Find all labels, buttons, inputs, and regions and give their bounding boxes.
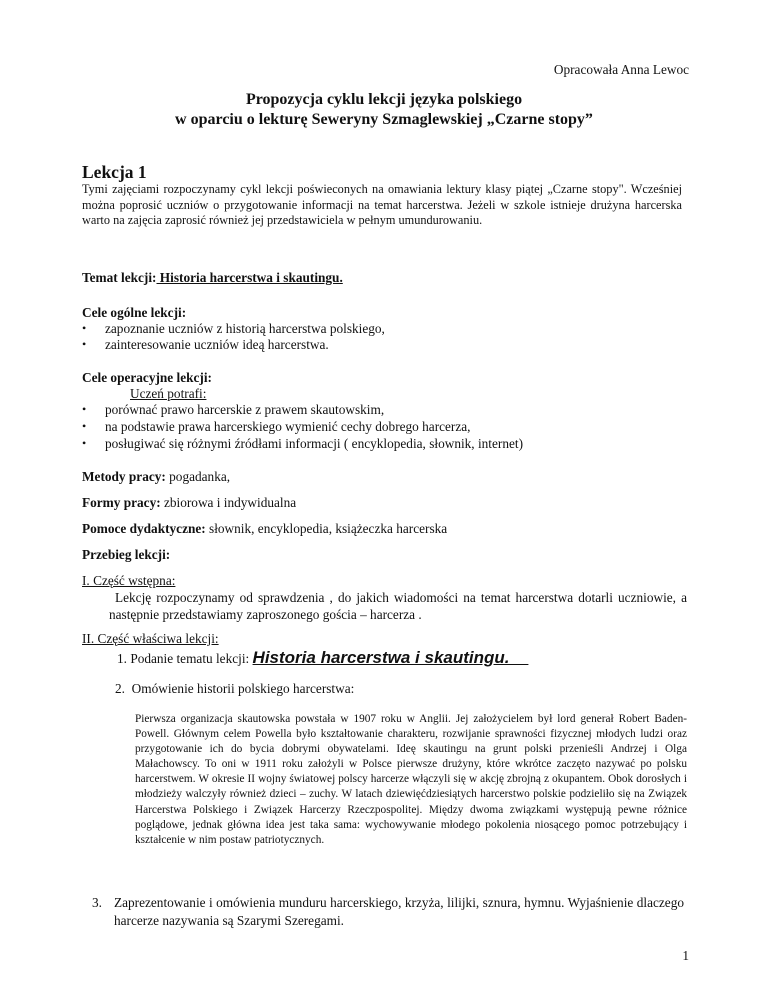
aids-line: Pomoce dydaktyczne: słownik, encyklopedia, książeczka harcerska — [82, 521, 448, 536]
part2-item2-heading: 2. Omówienie historii polskiego harcerstwa: — [115, 681, 355, 696]
part1-text: Lekcję rozpoczynamy od sprawdzenia , do jakich wiadomości na temat harcerstwa dotarli uczniowie, a następnie przedstawiamy zaproszonego gościa – harcerza . — [109, 590, 687, 622]
bullet-icon: • — [82, 436, 87, 450]
part2-heading: II. Część właściwa lekcji: — [82, 631, 219, 646]
topic-label: Temat lekcji: — [82, 270, 157, 285]
general-goals-heading: Cele ogólne lekcji: — [82, 305, 187, 320]
methods-line: Metody pracy: pogadanka, — [82, 469, 231, 484]
part2-item1: 1. Podanie tematu lekcji: Historia harcerstwa i skautingu. — [117, 648, 529, 667]
topic-line — [82, 270, 343, 286]
bullet-icon: • — [82, 419, 87, 433]
bullet-icon: • — [82, 321, 87, 335]
topic-value: Historia harcerstwa i skautingu. — [156, 270, 343, 285]
author-line: Opracowała Anna Lewoc — [553, 62, 689, 77]
bullet-icon: • — [82, 337, 87, 351]
lesson-heading: Lekcja 1 — [82, 162, 147, 182]
course-heading: Przebieg lekcji: — [82, 547, 171, 562]
document-title-line-2: w oparciu o lekturę Seweryny Szmaglewskiej „Czarne stopy” — [175, 111, 593, 128]
part1-heading: I. Część wstępna: — [82, 573, 176, 588]
operational-goals-heading: Cele operacyjne lekcji: — [82, 370, 212, 385]
history-paragraph: Pierwsza organizacja skautowska powstała w 1907 roku w Anglii. Jej założycielem był lord generał Robert Baden-Powell. Głównym celem Powella było kształtowanie charakteru, rozwijanie sprawności fizycznej młodych ludzi oraz przygotowanie ich do bycia dobrymi obywatelami. Ideę skautingu na grunt polski przenieśli Andrzej i Olga Małachowscy. To oni w 1911 roku założyli w Polsce pierwsze drużyny, które wkrótce zaczęto nazywać po polsku harcerstwem. W okresie II wojny światowej polscy harcerze włączyli się w akcję zbrojną z okupantem. Obok dorosłych i młodzieży walczyły również dzieci – zuchy. W latach dziewięćdziesiątych harcerstwo polskie podzieliło się na Związek Harcerstwa Polskiego i Związek Harcerzy Rzeczpospolitej. Między dwoma związkami występują pewne różnice poglądowe, jednak główna idea jest taka sama: wychowywanie młodego pokolenia niosącego pomoc potrzebujący i kształcenie w nim postaw patriotycznych. — [135, 713, 687, 846]
bullet-icon: • — [82, 402, 87, 416]
intro-paragraph: Tymi zajęciami rozpoczynamy cykl lekcji poświeconych na omawiania lektury klasy piątej „Czarne stopy". Wcześniej można poprosić uczniów o przygotowanie informacji na temat harcerstwa. Jeżeli w szkole istnieje drużyna harcerska warto na zajęcia zaprosić również jej przedstawiciela w pełnym umundurowaniu. — [82, 182, 682, 227]
document-title-line-1: Propozycja cyklu lekcji języka polskiego — [245, 91, 523, 108]
page-number: 1 — [682, 948, 689, 963]
lesson-topic-emphasis: Historia harcerstwa i skautingu. — [252, 648, 529, 667]
forms-line: Formy pracy: zbiorowa i indywidualna — [82, 495, 297, 510]
operational-goals-subheading: Uczeń potrafi: — [130, 386, 207, 401]
